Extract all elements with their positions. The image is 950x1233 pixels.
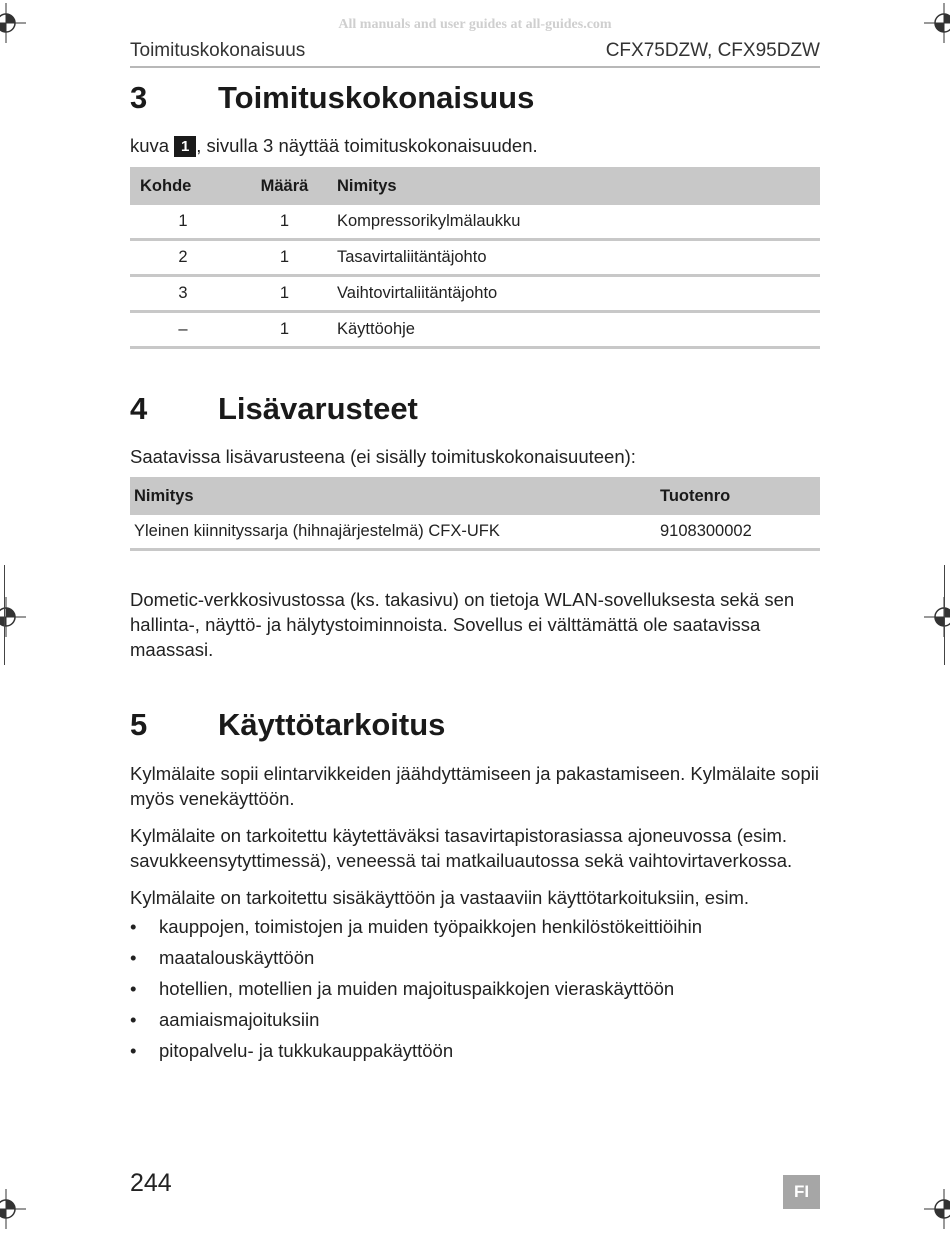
- registration-mark-icon: [924, 597, 950, 637]
- section-title: Käyttötarkoitus: [218, 707, 446, 742]
- crop-mark: [944, 565, 945, 665]
- list-item: [130, 947, 314, 969]
- table-cell: 1: [236, 240, 333, 276]
- section-number: 3: [130, 80, 148, 115]
- figure-reference-badge: 1: [174, 136, 196, 157]
- list-item: [130, 978, 674, 1000]
- bullet-icon: •: [130, 947, 137, 968]
- table-row: [130, 240, 820, 276]
- delivery-table: [130, 167, 820, 349]
- usage-paragraph-1: [130, 761, 820, 811]
- column-header: Määrä: [236, 167, 333, 205]
- running-header-section: Toimituskokonaisuus: [130, 40, 306, 61]
- usage-paragraph-3: Kylmälaite on tarkoitettu sisäkäyttöön ja vastaaviin käyttötarkoituksiin, esim.: [130, 887, 750, 908]
- registration-mark-icon: [0, 1189, 26, 1229]
- section-3-intro: [130, 133, 820, 158]
- section-title: Toimituskokonaisuus: [218, 80, 535, 115]
- paragraph-line: hallinta-, näyttö- ja hälytystoiminnoista. Sovellus ei välttämättä ole saatavissa: [130, 614, 761, 635]
- usage-paragraph-2: [130, 823, 820, 873]
- bullet-icon: •: [130, 916, 137, 937]
- bullet-icon: •: [130, 1009, 137, 1030]
- table-cell: 3: [130, 276, 236, 312]
- paragraph-line: savukkeensytyttimessä), veneessä tai matkailuautossa sekä vaihtovirtaverkossa.: [130, 850, 793, 871]
- section-4-intro: Saatavissa lisävarusteena (ei sisälly toimituskokonaisuuteen):: [130, 446, 636, 467]
- column-header: Nimitys: [130, 477, 660, 515]
- table-cell: 1: [236, 276, 333, 312]
- watermark: All manuals and user guides at all-guides.com: [338, 17, 612, 32]
- column-header: Tuotenro: [660, 477, 820, 515]
- accessories-table: [130, 477, 820, 551]
- section-4-heading: [130, 391, 418, 427]
- column-header: Nimitys: [333, 167, 820, 205]
- list-item: [130, 1009, 319, 1031]
- list-item-text: maatalouskäyttöön: [159, 947, 315, 968]
- section-number: 4: [130, 391, 148, 426]
- section-title: Lisävarusteet: [218, 391, 418, 426]
- wlan-app-paragraph: [130, 587, 820, 662]
- paragraph-line: Kylmälaite on tarkoitettu käytettäväksi tasavirtapistorasiassa ajoneuvossa (esim.: [130, 825, 788, 846]
- language-badge: FI: [783, 1175, 820, 1209]
- registration-mark-icon: [924, 1189, 950, 1229]
- running-header-models: CFX75DZW, CFX95DZW: [605, 40, 820, 61]
- table-row: [130, 515, 820, 550]
- table-cell: –: [130, 312, 236, 348]
- page-number: 244: [130, 1169, 172, 1197]
- list-item-text: hotellien, motellien ja muiden majoituspaikkojen vieraskäyttöön: [159, 978, 675, 999]
- table-cell: 1: [236, 205, 333, 240]
- intro-text: kuva: [130, 135, 170, 156]
- table-row: [130, 312, 820, 348]
- table-header-row: [130, 167, 820, 205]
- table-cell: Yleinen kiinnityssarja (hihnajärjestelmä) CFX-UFK: [130, 515, 660, 550]
- list-item: [130, 1040, 453, 1062]
- paragraph-line: maassasi.: [130, 639, 214, 660]
- table-cell: Kompressorikylmälaukku: [333, 205, 820, 240]
- section-3-heading: [130, 80, 534, 116]
- table-cell: 1: [236, 312, 333, 348]
- bullet-icon: •: [130, 1040, 137, 1061]
- paragraph-line: Kylmälaite sopii elintarvikkeiden jäähdyttämiseen ja pakastamiseen. Kylmälaite sopii: [130, 763, 819, 784]
- header-rule: [130, 66, 820, 68]
- bullet-icon: •: [130, 978, 137, 999]
- table-cell: Käyttöohje: [333, 312, 820, 348]
- table-cell: 9108300002: [660, 515, 820, 550]
- table-cell: Vaihtovirtaliitäntäjohto: [333, 276, 820, 312]
- list-item-text: aamiaismajoituksiin: [159, 1009, 320, 1030]
- table-cell: 1: [130, 205, 236, 240]
- list-item-text: pitopalvelu- ja tukkukauppakäyttöön: [159, 1040, 454, 1061]
- column-header: Kohde: [130, 167, 236, 205]
- section-number: 5: [130, 707, 148, 742]
- paragraph-line: Dometic-verkkosivustossa (ks. takasivu) on tietoja WLAN-sovelluksesta sekä sen: [130, 589, 795, 610]
- section-5-heading: [130, 707, 445, 743]
- table-header-row: [130, 477, 820, 515]
- table-cell: Tasavirtaliitäntäjohto: [333, 240, 820, 276]
- paragraph-line: myös venekäyttöön.: [130, 788, 295, 809]
- table-cell: 2: [130, 240, 236, 276]
- list-item-text: kauppojen, toimistojen ja muiden työpaikkojen henkilöstökeittiöihin: [159, 916, 702, 937]
- list-item: [130, 916, 702, 938]
- intro-text: , sivulla 3 näyttää toimituskokonaisuuden.: [196, 135, 538, 156]
- table-row: [130, 276, 820, 312]
- crop-mark: [4, 565, 5, 665]
- table-row: [130, 205, 820, 240]
